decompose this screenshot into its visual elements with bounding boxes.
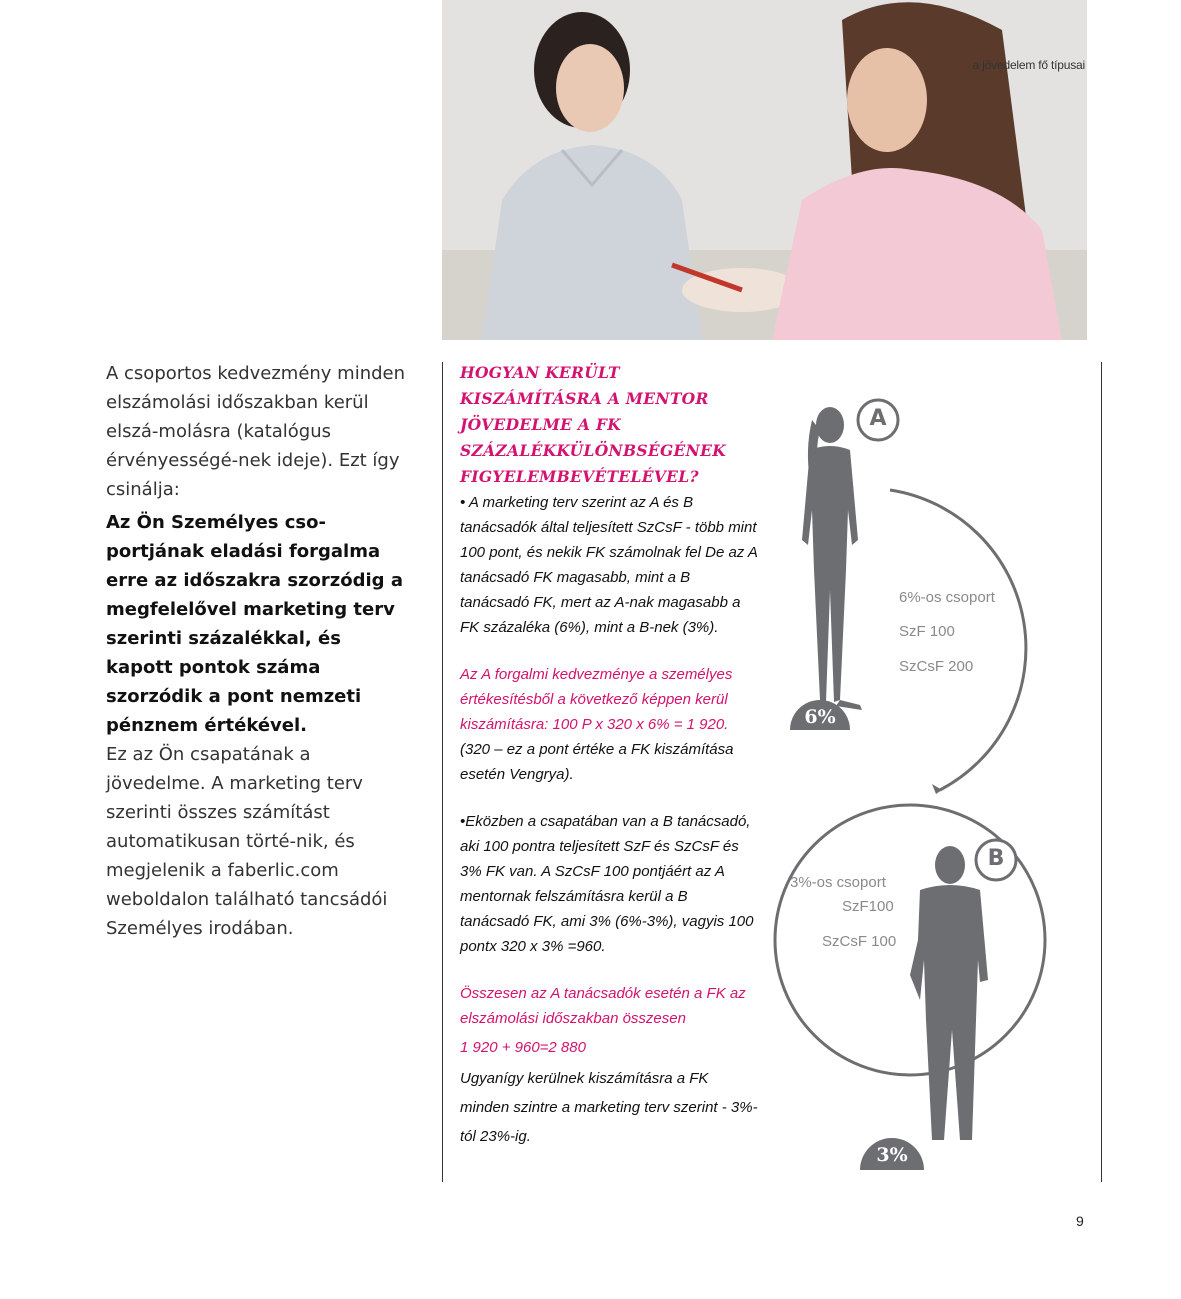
left-divider [442,362,443,1182]
intro-paragraph: A csoportos kedvezmény minden elszámolási időszakban kerül elszá-molásra (katalógus érvényességé-nek ideje). Ezt így csinálja: [106,363,406,500]
a-szf-label: SzF 100 [899,623,955,640]
man-silhouette-icon [910,846,988,1140]
woman-silhouette-icon [802,407,862,710]
page-number: 9 [1076,1213,1084,1229]
photo-illustration [442,0,1087,340]
percent-a-label: 6% [804,706,836,728]
badge-a-label: A [869,406,887,431]
section-heading: HOGYAN KERÜLT KISZÁMÍTÁSRA A MENTOR JÖVEDELME A FK SZÁZALÉKKÜLÖNBSÉGÉNEK FIGYELEMBEVÉTELÉVEL? [460,363,726,486]
right-divider [1101,362,1102,1182]
spacer [460,640,758,662]
spacer [460,787,758,809]
a-group-label: 6%-os csoport [899,589,995,606]
total-value: 1 920 + 960=2 880 [460,1039,586,1056]
b-szf-label: SzF100 [842,898,894,915]
paragraph-1: • A marketing terv szerint az A és B tanácsadók által teljesített SzCsF - több mint 100 pont, és nekik FK számolnak fel De az A tanácsadó FK magasabb, mint a B tanácsadó FK, mert az A-nak magasabb a FK százaléka (6%), mint a B-nek (3%). [460,494,758,636]
left-column [106,359,411,943]
spacer [460,959,758,981]
photo-caption: a jövedelem fő típusai [972,58,1085,72]
a-szcsf-label: SzCsF 200 [899,658,974,675]
paragraph-2-note: (320 – ez a pont értéke a FK kiszámítása esetén Vengrya). [460,741,734,783]
paragraph-3: •Eközben a csapatában van a B tanácsadó, aki 100 pontra teljesített SzF és SzCsF és 3% FK van. A SzCsF 100 pontjáért az A mentornak felszámításra kerül a B tanácsadó FK, ami 3% (6%-3%), vagyis 100 pontx 320 x 3% =960. [460,813,754,955]
arc-a-to-b [890,490,1026,790]
b-group-label: 3%-os csoport [790,874,886,891]
b-szcsf-label: SzCsF 100 [822,933,897,950]
paragraph-2-highlight: Az A forgalmi kedvezménye a személyes értékesítésből a következő képpen kerül kiszámításra: 100 P x 320 x 6% = 1 920. [460,666,733,733]
center-column [460,360,758,1151]
outro-paragraph: Ez az Ön csapatának a jövedelme. A marketing terv szerinti összes számítást automatikusan törté-nik, és megjelenik a faberlic.com weboldalon található tancsádói Személyes irodában. [106,744,388,939]
paragraph-4-highlight: Összesen az A tanácsadók esetén a FK az elszámolási időszakban összesen [460,985,746,1027]
mentor-diagram [760,380,1100,1180]
percent-b-label: 3% [876,1144,908,1166]
badge-b-label: B [987,846,1005,871]
bold-paragraph: Az Ön Személyes cso-portjának eladási forgalma erre az időszakra szorzódig a megfelelővel marketing terv szerinti százalékkal, és kapott pontok száma szorzódik a pont nemzeti pénznem értékével. [106,512,403,736]
diagram-graphics [760,380,1100,1180]
hero-photo [442,0,1087,340]
paragraph-5: Ugyanígy kerülnek kiszámításra a FK minden szintre a marketing terv szerint - 3%-tól 23%-ig. [460,1070,758,1145]
